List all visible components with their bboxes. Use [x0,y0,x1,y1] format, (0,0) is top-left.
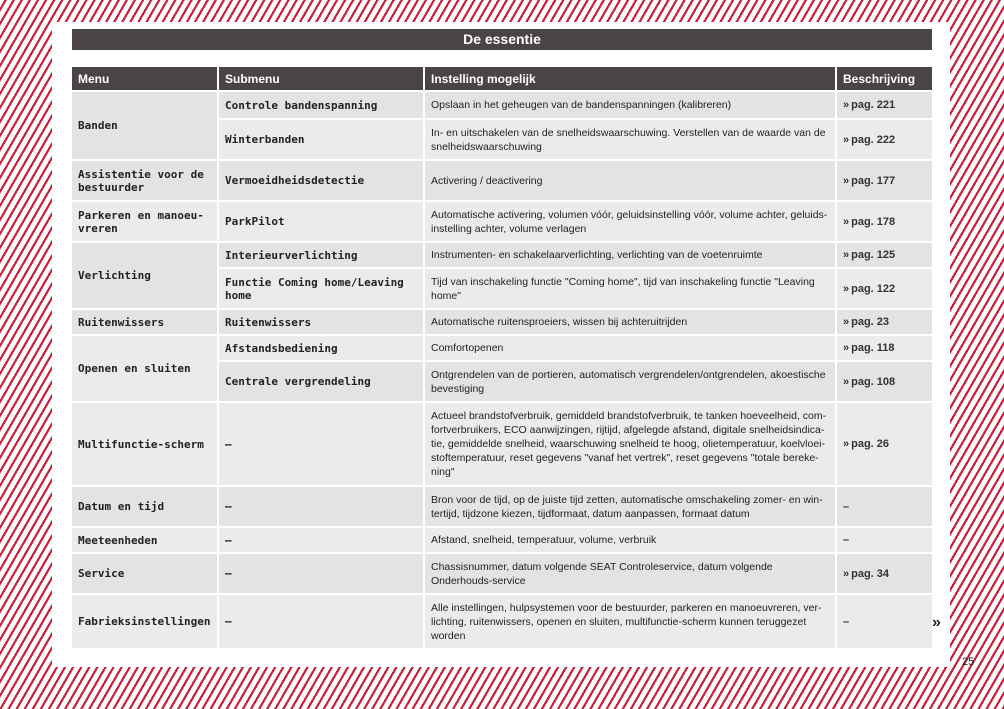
submenu-cell: Afstandsbediening [219,336,423,360]
setting-cell: In- en uitschakelen van de snelheidswaarschuwing. Verstellen van de waarde van de snelheidswaarschuwing [425,120,835,159]
table-row [72,202,932,241]
table-row [72,161,932,200]
table-row [72,595,932,648]
reference-cell [837,120,932,159]
reference-cell [837,243,932,267]
menu-cell: Openen en sluiten [72,336,217,401]
reference-text: pag. 108 [851,375,896,388]
reference-text: pag. 23 [851,316,890,328]
reference-cell [837,310,932,334]
page-ref-icon: » [843,282,848,295]
submenu-cell: – [219,403,423,485]
setting-cell: Activering / deactivering [425,161,835,200]
table-row [72,528,932,552]
reference-cell [837,403,932,485]
reference-cell [837,269,932,308]
setting-cell: Ontgrendelen van de portieren, automatisch vergrendelen/ontgrendelen, akoestische bevestiging [425,362,835,401]
submenu-cell: – [219,595,423,648]
setting-cell: Instrumenten- en schakelaarverlichting, verlichting van de voetenruimte [425,243,835,267]
page-ref-icon: » [843,133,848,146]
menu-cell: Meeteenheden [72,528,217,552]
setting-cell: Afstand, snelheid, temperatuur, volume, verbruik [425,528,835,552]
table-header-row [72,67,932,90]
setting-cell: Automatische ruitensproeiers, wissen bij achteruitrijden [425,310,835,334]
setting-cell: Alle instellingen, hulpsystemen voor de bestuurder, parkeren en manoeuvreren, ver-lichting, ruitenwissers, openen en sluiten, multifunctie-scherm kunnen teruggezet worden [425,595,835,648]
page-ref-icon: » [843,215,848,228]
table-row [72,92,932,118]
submenu-cell: Interieurverlichting [219,243,423,267]
header-description: Beschrijving [837,67,932,90]
setting-cell: Automatische activering, volumen vóór, geluidsinstelling vóór, volume achter, geluids-instelling achter, volume verlagen [425,202,835,241]
submenu-cell: Vermoeidheidsdetectie [219,161,423,200]
continued-arrow-icon: » [932,614,941,631]
table-row [72,336,932,360]
menu-cell: Assistentie voor de bestuurder [72,161,217,200]
reference-text: pag. 178 [851,215,896,228]
setting-cell: Actueel brandstofverbruik, gemiddeld brandstofverbruik, te tanken hoeveelheid, com-fortverbruikers, ECO aanwijzingen, rijtijd, afgelegde afstand, digitale snelheidsindica-tie, gemiddelde snelheid, waarschuwing snelheid te hoog, olietemperatuur, koelvloei-stoftemperatuur, reset gegevens "vanaf het vertrek", reset gegevens "totale bereke-ning" [425,403,835,485]
table-row [72,554,932,593]
setting-cell: Chassisnummer, datum volgende SEAT Controleservice, datum volgende Onderhouds-service [425,554,835,593]
header-menu: Menu [72,67,217,90]
settings-table [70,65,934,650]
menu-cell: Ruitenwissers [72,310,217,334]
page-ref-icon: » [843,375,848,388]
reference-cell [837,362,932,401]
page-ref-icon: » [843,316,848,328]
submenu-cell: – [219,487,423,526]
setting-cell: Opslaan in het geheugen van de bandenspanningen (kalibreren) [425,92,835,118]
reference-cell [837,202,932,241]
reference-cell: – [837,487,932,526]
reference-text: pag. 122 [851,282,896,295]
submenu-cell: – [219,554,423,593]
menu-cell: Verlichting [72,243,217,308]
page-ref-icon: » [843,567,848,580]
header-setting: Instelling mogelijk [425,67,835,90]
table-row [72,403,932,485]
page-number: 25 [962,656,975,668]
menu-cell: Service [72,554,217,593]
table-row [72,310,932,334]
menu-cell: Banden [72,92,217,159]
table-row [72,487,932,526]
reference-text: pag. 125 [851,249,896,261]
submenu-cell: ParkPilot [219,202,423,241]
reference-text: pag. 177 [851,174,896,187]
submenu-cell: Functie Coming home/Leaving home [219,269,423,308]
menu-cell: Fabrieksinstellingen [72,595,217,648]
setting-cell: Bron voor de tijd, op de juiste tijd zetten, automatische omschakeling zomer- en win-tertijd, tijdzone kiezen, tijdformaat, datum aanpassen, formaat datum [425,487,835,526]
submenu-cell: Centrale vergrendeling [219,362,423,401]
table-row [72,243,932,267]
section-title: De essentie [72,29,932,50]
reference-cell: – [837,595,932,648]
reference-cell [837,336,932,360]
menu-cell: Parkeren en manoeu-vreren [72,202,217,241]
menu-cell: Datum en tijd [72,487,217,526]
page-ref-icon: » [843,438,848,450]
submenu-cell: Ruitenwissers [219,310,423,334]
submenu-cell: – [219,528,423,552]
page-ref-icon: » [843,99,848,111]
reference-text: pag. 26 [851,438,890,450]
reference-cell [837,554,932,593]
submenu-cell: Winterbanden [219,120,423,159]
reference-text: pag. 118 [851,342,895,354]
page-ref-icon: » [843,174,848,187]
page-ref-icon: » [843,249,848,261]
submenu-cell: Controle bandenspanning [219,92,423,118]
reference-text: pag. 34 [851,567,890,580]
header-submenu: Submenu [219,67,423,90]
reference-text: pag. 222 [851,133,896,146]
reference-text: pag. 221 [851,99,896,111]
setting-cell: Tijd van inschakeling functie "Coming home", tijd van inschakeling functie "Leaving home" [425,269,835,308]
setting-cell: Comfortopenen [425,336,835,360]
reference-cell [837,161,932,200]
page-ref-icon: » [843,342,848,354]
reference-cell [837,92,932,118]
reference-cell: – [837,528,932,552]
menu-cell: Multifunctie-scherm [72,403,217,485]
